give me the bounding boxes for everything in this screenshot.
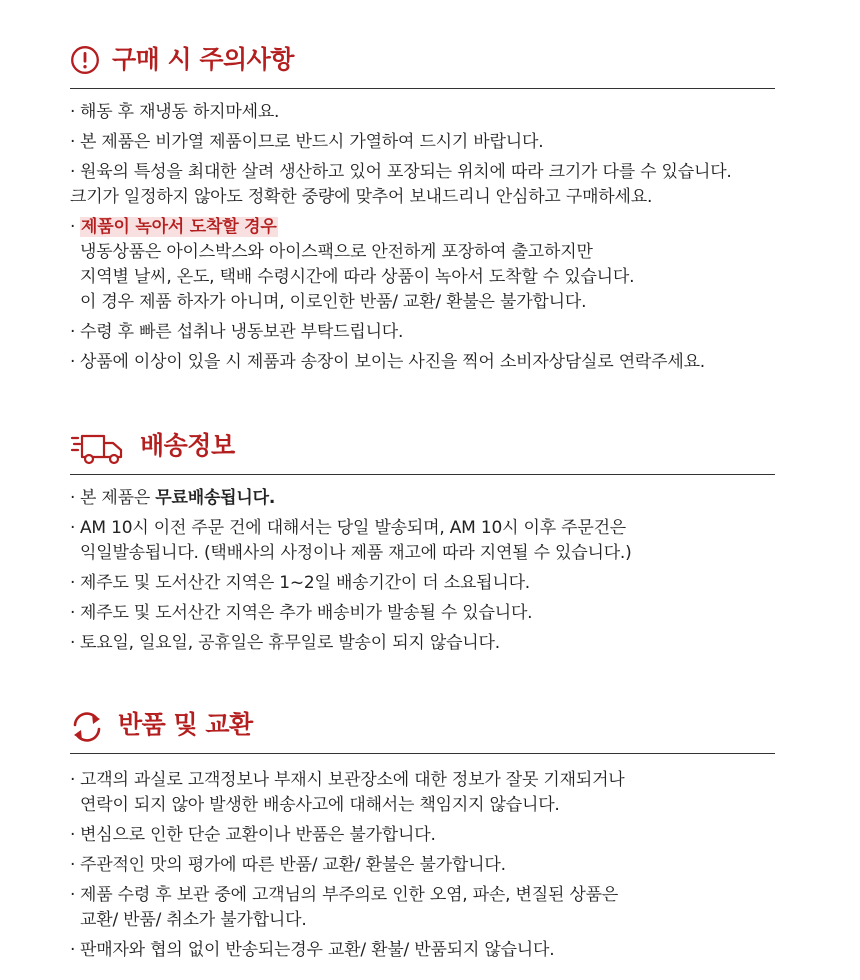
list-item: · 주관적인 맛의 평가에 따른 반품/ 교환/ 환불은 불가합니다. [70, 853, 775, 878]
list-item: · 고객의 과실로 고객정보나 부재시 보관장소에 대한 정보가 잘못 기재되거나 연락이 되지 않아 발생한 배송사고에 대해서는 책임지지 않습니다. [70, 768, 775, 818]
caution-header [70, 42, 775, 89]
list-item: · 제주도 및 도서산간 지역은 추가 배송비가 발송될 수 있습니다. [70, 601, 775, 626]
list-item: · 해동 후 재냉동 하지마세요. [70, 100, 775, 125]
shipping-section [70, 428, 775, 661]
list-item: · 상품에 이상이 있을 시 제품과 송장이 보이는 사진을 찍어 소비자상담실로 연락주세요. [70, 350, 775, 375]
shipping-list [70, 486, 775, 656]
list-item: · 제품 수령 후 보관 중에 고객님의 부주의로 인한 오염, 파손, 변질된 상품은 교환/ 반품/ 취소가 불가합니다. [70, 883, 775, 933]
returns-title: 반품 및 교환 [118, 710, 253, 739]
list-item: · 판매자와 협의 없이 반송되는경우 교환/ 환불/ 반품되지 않습니다. [70, 938, 775, 963]
caution-title: 구매 시 주의사항 [112, 45, 294, 74]
list-item-highlight: · 제품이 녹아서 도착할 경우 냉동상품은 아이스박스와 아이스팩으로 안전하게 포장하여 출고하지만 지역별 날씨, 온도, 택배 수령시간에 따라 상품이 녹아서 도착할 수 있습니다. 이 경우 제품 하자가 아니며, 이로인한 반품/ 교환/ 환불은 불가합니다. [70, 215, 775, 315]
returns-section [70, 707, 775, 968]
exclamation-circle-icon [70, 45, 100, 75]
list-item: · 본 제품은 무료배송됩니다. [70, 486, 775, 511]
list-item: · 제주도 및 도서산간 지역은 1~2일 배송기간이 더 소요됩니다. [70, 571, 775, 596]
list-item: · 토요일, 일요일, 공휴일은 휴무일로 발송이 되지 않습니다. [70, 631, 775, 656]
refresh-arrows-icon [70, 710, 104, 744]
shipping-header [70, 428, 775, 475]
list-item: · 본 제품은 비가열 제품이므로 반드시 가열하여 드시기 바랍니다. [70, 130, 775, 155]
free-shipping-text: 무료배송됩니다. [155, 488, 276, 508]
shipping-title: 배송정보 [140, 431, 235, 460]
returns-list [70, 768, 775, 963]
caution-list [70, 100, 775, 375]
list-item: · AM 10시 이전 주문 건에 대해서는 당일 발송되며, AM 10시 이후 주문건은 익일발송됩니다. (택배사의 사정이나 제품 재고에 따라 지연될 수 있습니다.) [70, 516, 775, 566]
caution-section [70, 42, 775, 380]
returns-header [70, 707, 775, 754]
list-item: · 원육의 특성을 최대한 살려 생산하고 있어 포장되는 위치에 따라 크기가 다를 수 있습니다. 크기가 일정하지 않아도 정확한 중량에 맞추어 보내드리니 안심하고 구매하세요. [70, 160, 775, 210]
highlight-text: 제품이 녹아서 도착할 경우 [81, 217, 277, 237]
list-item: · 변심으로 인한 단순 교환이나 반품은 불가합니다. [70, 823, 775, 848]
list-item: · 수령 후 빠른 섭취나 냉동보관 부탁드립니다. [70, 320, 775, 345]
delivery-truck-icon [70, 432, 126, 466]
